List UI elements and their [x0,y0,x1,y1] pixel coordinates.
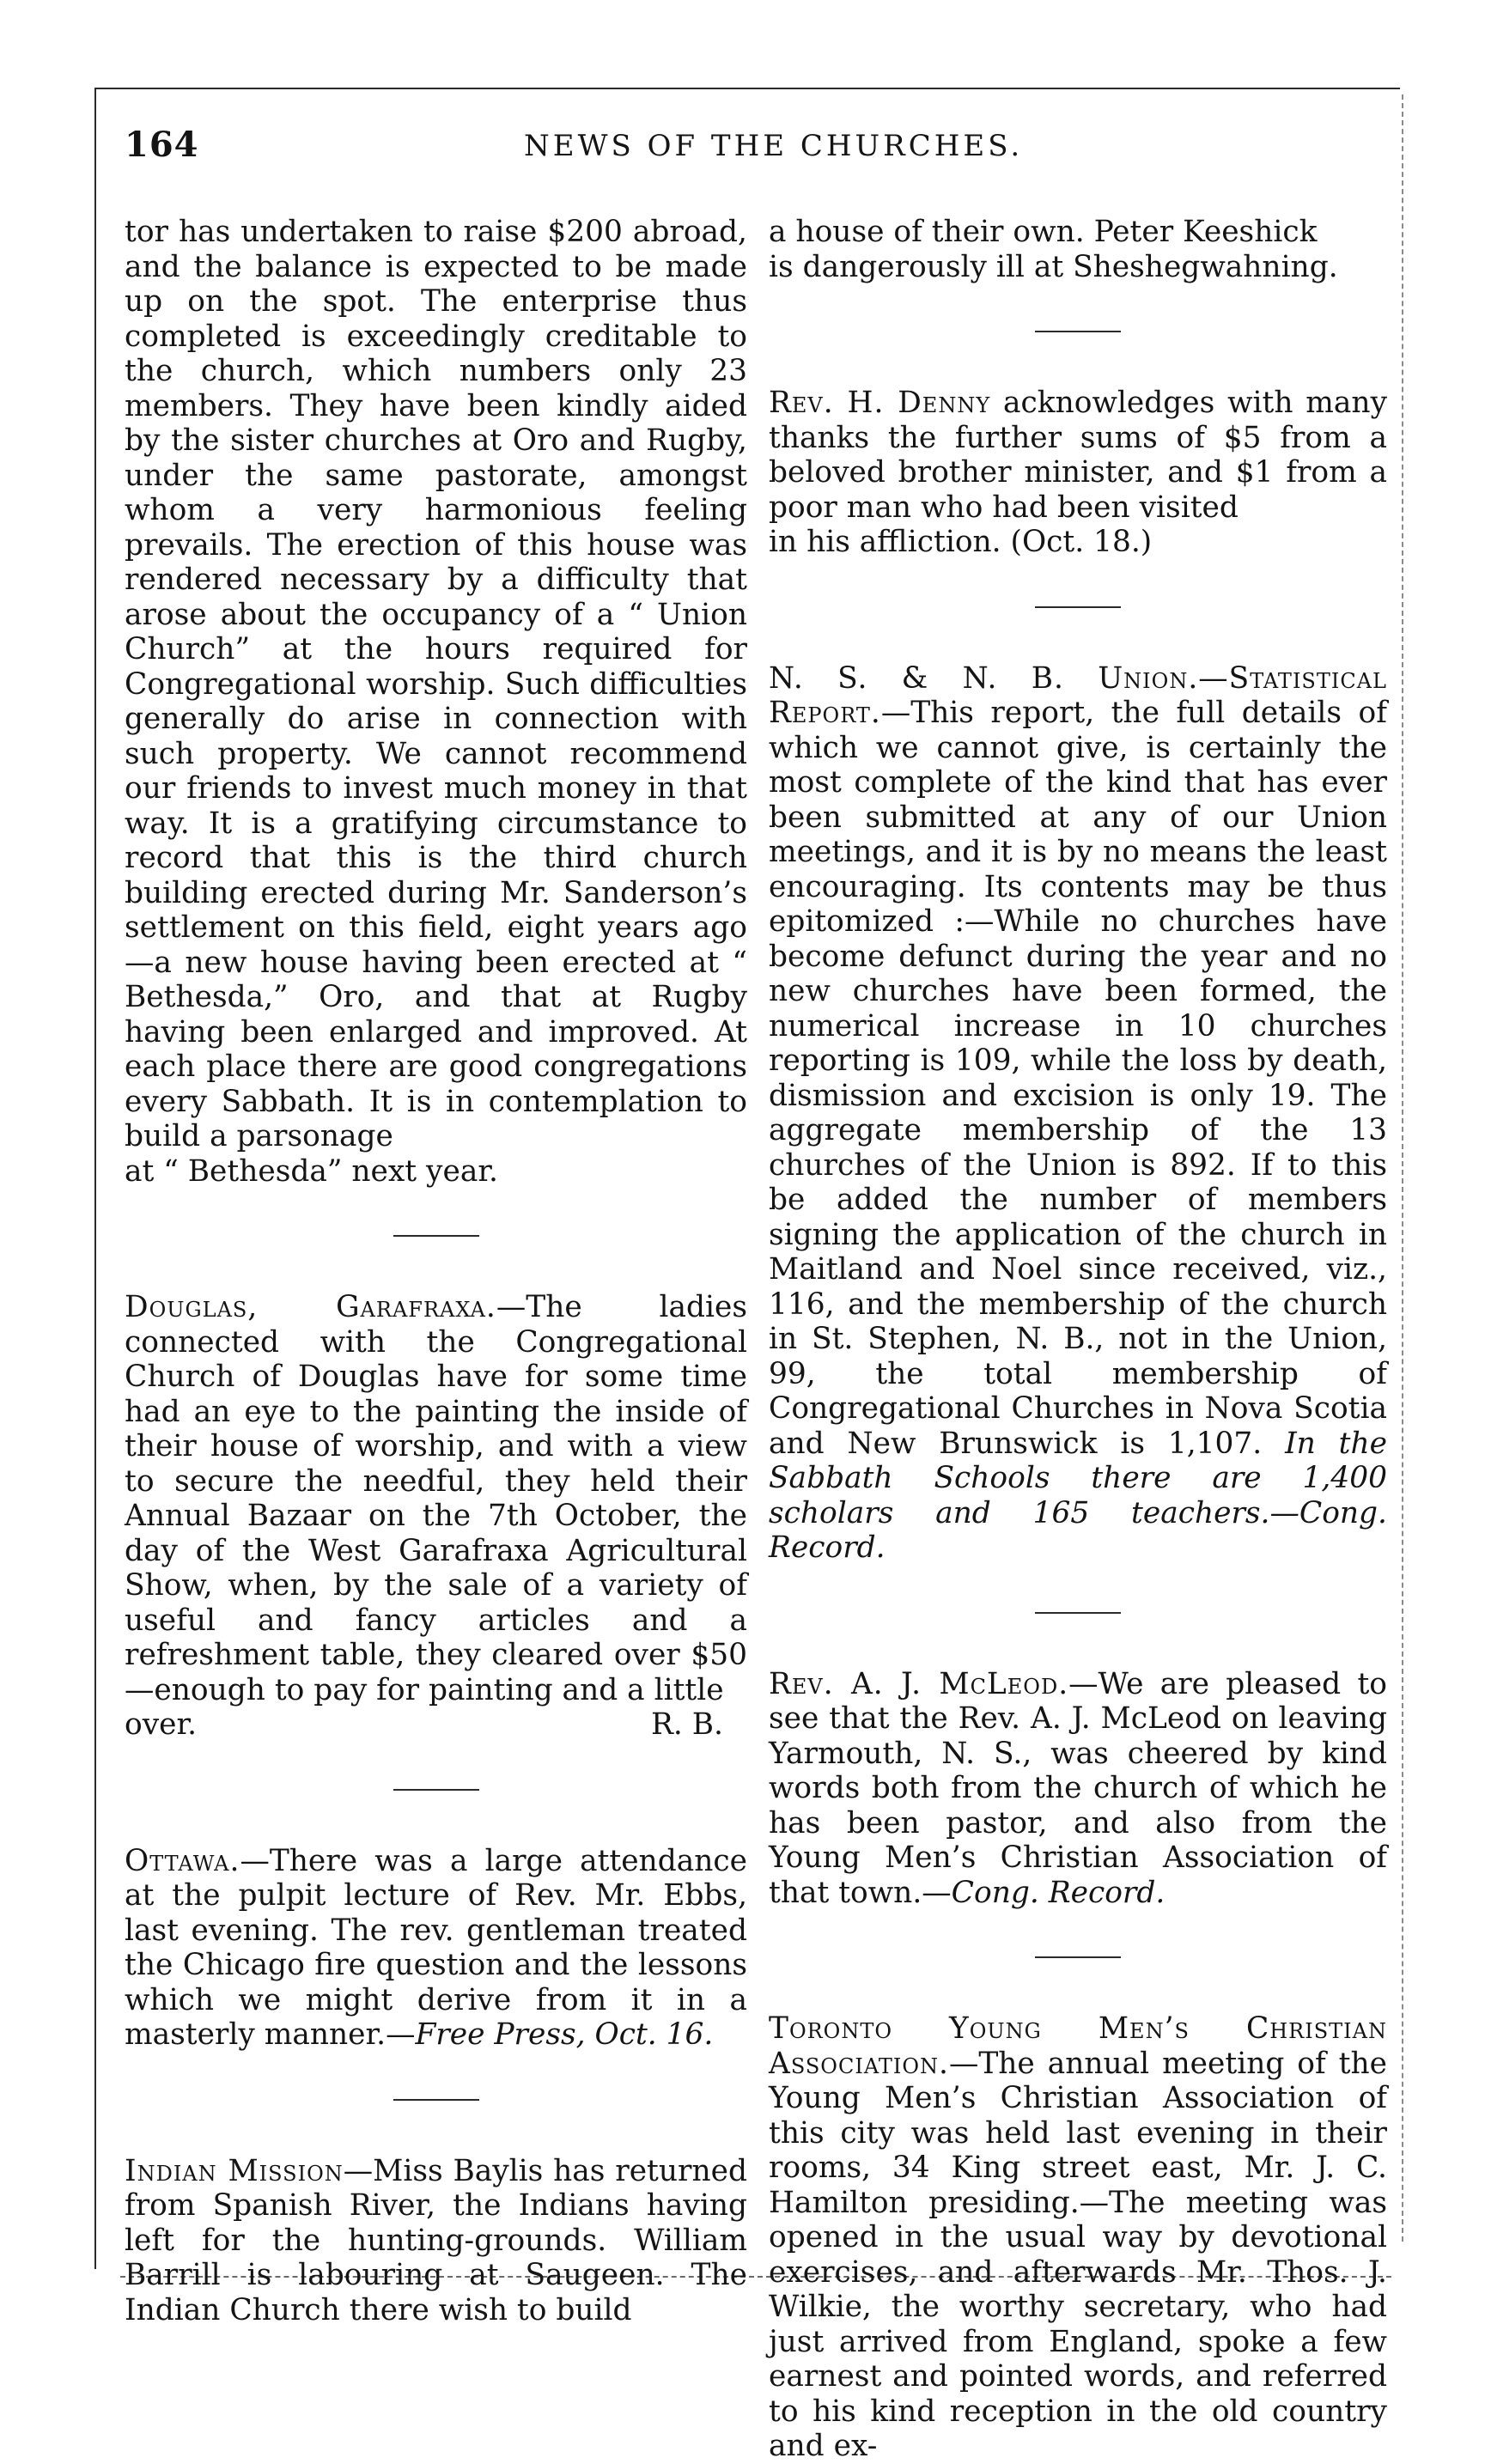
article-denny: Rev. H. Denny acknowledges with many thanks the further sums of $5 from a beloved brother minister, and $1 from a poor man who had been visited [769,386,1387,525]
article-denny-end: in his affliction. (Oct. 18.) [769,525,1153,559]
article-indian-mission-continued: a house of their own. Peter Keeshick [769,215,1318,249]
article-continued-end: at “ Bethesda” next year. [125,1153,498,1189]
article-ns-nb-union: N. S. & N. B. Union.—Statistical Report.—This report, the full details of which we cannot give, is certainly the most complete of the kind that has ever been submitted at any of our Union meetings, and it is by no means the least encouraging. Its contents may be thus epitomized :—While no churches have become defunct during the year and no new churches have been formed, the numerical increase in 10 churches reporting is 109, while the loss by death, dismission and excision is only 19. The aggregate membership of the 13 churches of the Union is 892. If to this be added the number of members signing the application of the church in Maitland and Noel since received, viz., 116, and the membership of the church in St. Stephen, N. B., not in the Union, 99, the total membership of Congregational Churches in Nova Scotia and New Brunswick is 1,107. In the Sabbath Schools there are 1,400 scholars and 165 teachers.—Cong. Record. [769,660,1387,1565]
article-separator [393,1235,479,1237]
page-border-top [94,88,1400,89]
article-heading: Ottawa. [125,1843,240,1878]
article-separator [1035,606,1121,608]
source-credit: Free Press, Oct. 16. [415,2017,714,2052]
article-separator [1035,331,1121,332]
left-column [125,215,747,2327]
page-number: 164 [125,125,199,165]
article-mcleod: Rev. A. J. McLeod.—We are pleased to see that the Rev. A. J. McLeod on leaving Yarmouth, N. S., was cheered by kind words both from the church of which he has been pastor, and also from the Young Men’s Christian Association of that town.—Cong. Record. [769,1666,1387,1910]
signature: R. B. [651,1707,723,1742]
article-heading: Rev. H. Denny [769,386,991,420]
article-heading: Toronto Young Men’s Christian Association. [769,2011,1387,2081]
article-douglas-end: over. R. B. [125,1707,723,1742]
source-credit: Cong. Record. [769,1495,1387,1565]
article-indian-mission-end: is dangerously ill at Sheshegwahning. [769,249,1338,284]
article-separator [393,1789,479,1791]
article-toronto-ymca: Toronto Young Men’s Christian Association.—The annual meeting of the Young Men’s Christian Association of this city was held last evening in their rooms, 34 King street east, Mr. J. C. Hamilton presiding.—The meeting was opened in the usual way by devotional exercises, and afterwards Mr. Thos. J. Wilkie, the worthy secretary, who had just arrived from England, spoke a few earnest and pointed words, and referred to his kind reception in the old country and ex- [769,2011,1387,2463]
article-separator [1035,1612,1121,1614]
article-douglas: Douglas, Garafraxa.—The ladies connected with the Congregational Church of Douglas have for some time had an eye to the painting the inside of their house of worship, and with a view to secure the needful, they held their Annual Bazaar on the 7th October, the day of the West Garafraxa Agricultural Show, when, by the sale of a variety of useful and fancy articles and a refreshment table, they cleared over $50—enough to pay for painting and a little [125,1290,748,1707]
article-ottawa: Ottawa.—There was a large attendance at the pulpit lecture of Rev. Mr. Ebbs, last evening. The rev. gentleman treated the Chicago fire question and the lessons which we might derive from it in a masterly manner.—Free Press, Oct. 16. [125,1843,747,2052]
article-heading: Rev. A. J. McLeod. [769,1666,1069,1701]
page-border-right [1402,94,1403,2242]
article-separator [1035,1956,1121,1958]
article-heading: N. S. & N. B. Union.—Statistical Report. [769,660,1387,730]
right-column [769,215,1387,2464]
running-head: NEWS OF THE CHURCHES. [524,129,1024,163]
article-heading: Douglas, Garafraxa. [125,1290,496,1324]
article-indian-mission: Indian Mission—Miss Baylis has returned from Spanish River, the Indians having left for the hunting-grounds. William Barrill is labouring at Saugeen. The Indian Church there wish to build [125,2153,747,2327]
article-continued-text: tor has undertaken to raise $200 abroad, and the balance is expected to be made up on the spot. The enterprise thus completed is exceedingly creditable to the church, which numbers only 23 members. They have been kindly aided by the sister churches at Oro and Rugby, under the same pastorate, amongst whom a very harmonious feeling prevails. The erection of this house was rendered necessary by a difficulty that arose about the occupancy of a “ Union Church” at the hours required for Congregational worship. Such difficulties generally do arise in connection with such property. We cannot recommend our friends to invest much money in that way. It is a gratifying circumstance to record that this is the third church building erected during Mr. Sanderson’s settlement on this field, eight years ago—a new house having been erected at “ Bethesda,” Oro, and that at Rugby having been enlarged and improved. At each place there are good congregations every Sabbath. It is in contemplation to build a parsonage [125,215,747,1153]
article-separator [393,2099,479,2101]
article-heading: Indian Mission [125,2153,344,2188]
source-credit: Cong. Record. [951,1875,1165,1910]
page-border-left [94,88,96,2269]
